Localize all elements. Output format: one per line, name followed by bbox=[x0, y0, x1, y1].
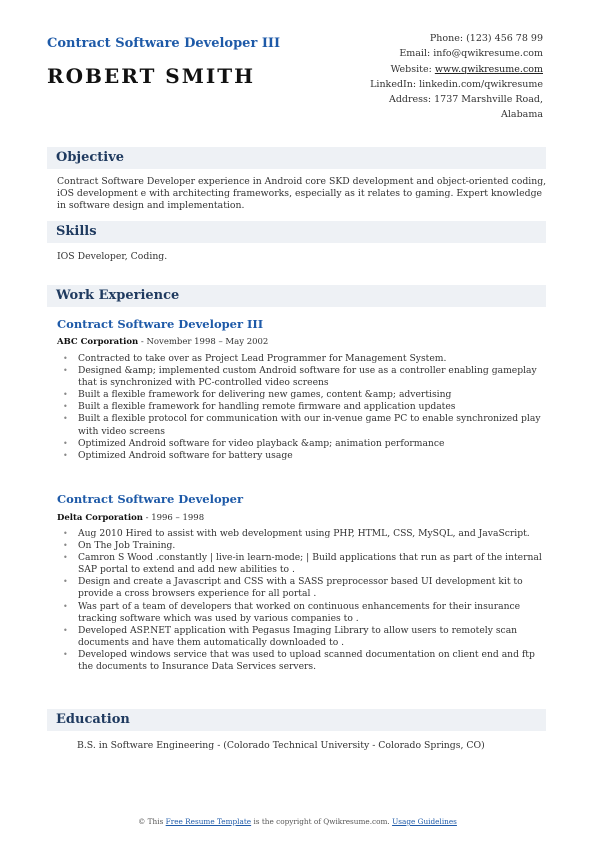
job-bullet: • Built a flexible framework for handling remote firmware and application updates bbox=[57, 401, 547, 413]
job-dates: - November 1998 – May 2002 bbox=[138, 337, 269, 347]
job-bullet: • On The Job Training. bbox=[57, 540, 547, 552]
job-bullet: • Optimized Android software for video playback &amp; animation performance bbox=[57, 438, 547, 450]
candidate-name: ROBERT SMITH bbox=[47, 64, 256, 88]
job-bullet: • Developed ASP.NET application with Pegasus Imaging Library to allow users to remotely scan documents and have them automatically downloaded to . bbox=[57, 625, 547, 649]
job-bullet: • Developed windows service that was used to upload scanned documentation on client end and ftp the documents to Insurance Data Services servers. bbox=[57, 649, 547, 673]
usage-guidelines-link[interactable]: Usage Guidelines bbox=[392, 817, 457, 826]
job-company: ABC Corporation bbox=[57, 337, 139, 347]
job-bullet: • Aug 2010 Hired to assist with web development using PHP, HTML, CSS, MySQL, and JavaScript. bbox=[57, 528, 547, 540]
contact-linkedin: LinkedIn: linkedin.com/qwikresume bbox=[370, 78, 543, 90]
website-link[interactable]: www.qwikresume.com bbox=[434, 63, 543, 75]
footer-copyright bbox=[0, 817, 595, 826]
skills-text: IOS Developer, Coding. bbox=[57, 251, 168, 262]
job-company-dates bbox=[57, 513, 204, 523]
job-company-dates bbox=[57, 337, 268, 347]
job-bullet: • Built a flexible framework for delivering new games, content &amp; advertising bbox=[57, 389, 547, 401]
job-bullet: • Built a flexible protocol for communication with our in-venue game PC to enable synchronized play with video screens bbox=[57, 413, 547, 437]
job-bullet: • Was part of a team of developers that worked on continuous enhancements for their insurance tracking software which was used by various companies to . bbox=[57, 601, 547, 625]
header-job-title: Contract Software Developer III bbox=[47, 36, 281, 51]
job-title: Contract Software Developer III bbox=[57, 317, 264, 331]
education-text: B.S. in Software Engineering - (Colorado Technical University - Colorado Springs, CO) bbox=[77, 740, 485, 751]
section-heading-objective: Objective bbox=[47, 147, 546, 169]
contact-address-line2: Alabama bbox=[501, 109, 543, 121]
job-bullet: • Designed &amp; implemented custom Android software for use as a controller enabling gameplay that is synchronized with PC-controlled video screens bbox=[57, 365, 547, 389]
job-company: Delta Corporation bbox=[57, 513, 143, 523]
contact-website-label: Website: bbox=[390, 63, 435, 75]
contact-email: Email: info@qwikresume.com bbox=[399, 48, 543, 60]
job-bullet: • Optimized Android software for battery usage bbox=[57, 450, 547, 462]
job-bullet-list bbox=[57, 353, 547, 462]
objective-text: Contract Software Developer experience in Android core SKD development and object-oriented coding, iOS development e with architecting frameworks, especially as it relates to gaming. Expert knowledge in software design and implementation. bbox=[57, 176, 547, 212]
footer-prefix: © This bbox=[138, 817, 166, 826]
contact-website bbox=[303, 62, 543, 77]
job-bullet-list bbox=[57, 528, 547, 673]
job-title: Contract Software Developer bbox=[57, 492, 244, 506]
job-bullet: • Camron S Wood .constantly | live-in learn-mode; | Build applications that run as part of the internal SAP portal to extend and add new abilities to . bbox=[57, 552, 547, 576]
job-bullet: • Design and create a Javascript and CSS with a SASS preprocessor based UI development kit to provide a cross browsers experience for all portal . bbox=[57, 576, 547, 600]
section-heading-work-experience: Work Experience bbox=[47, 285, 546, 307]
section-heading-education: Education bbox=[47, 709, 546, 731]
section-heading-skills: Skills bbox=[47, 221, 546, 243]
contact-phone: Phone: (123) 456 78 99 bbox=[429, 33, 543, 44]
footer-middle: is the copyright of Qwikresume.com. bbox=[251, 817, 393, 826]
job-dates: - 1996 – 1998 bbox=[142, 513, 205, 523]
job-bullet: • Contracted to take over as Project Lead Programmer for Management System. bbox=[57, 353, 547, 365]
free-resume-template-link[interactable]: Free Resume Template bbox=[165, 817, 252, 826]
contact-block bbox=[303, 31, 543, 123]
contact-address-line1: Address: 1737 Marshville Road, bbox=[388, 94, 543, 106]
